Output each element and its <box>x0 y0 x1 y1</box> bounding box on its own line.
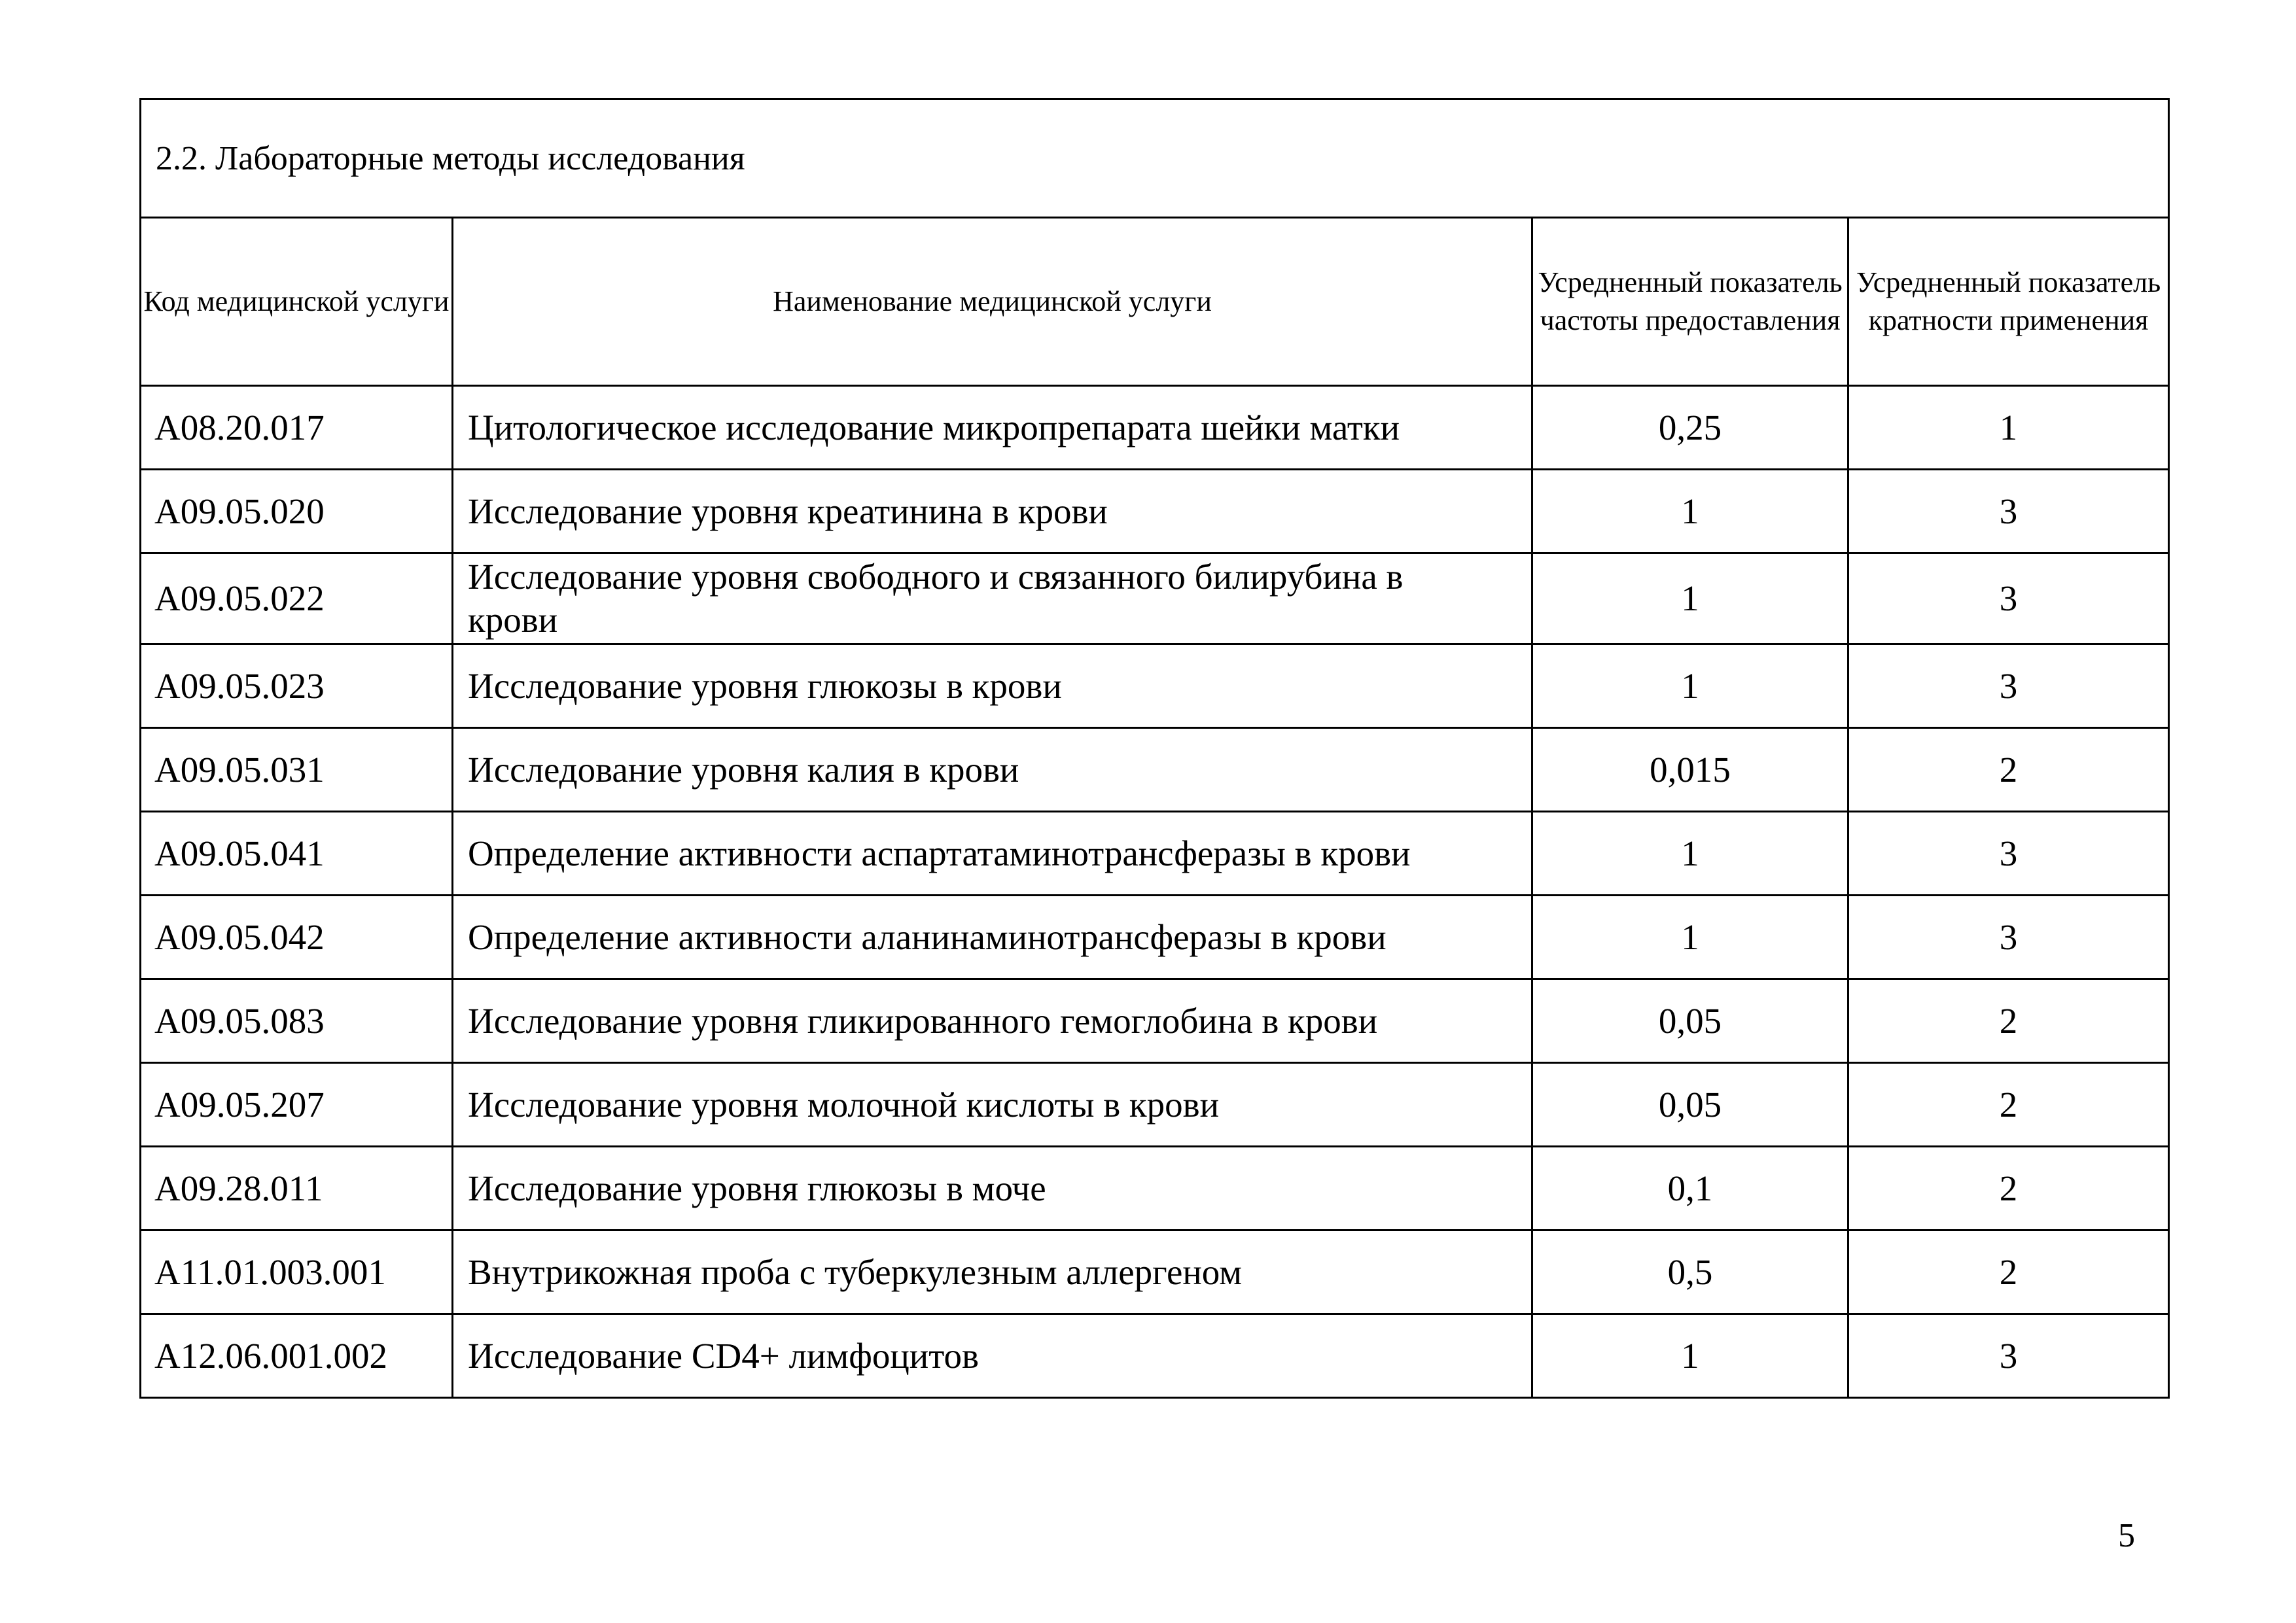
service-code: A09.05.041 <box>141 812 453 896</box>
frequency-value: 1 <box>1532 553 1848 644</box>
service-name: Исследование уровня глюкозы в крови <box>453 644 1532 728</box>
service-code: A11.01.003.001 <box>141 1230 453 1314</box>
service-code: A09.05.020 <box>141 470 453 553</box>
header-multiplicity: Усредненный показатель кратности применения <box>1848 218 2169 386</box>
multiplicity-value: 2 <box>1848 1230 2169 1314</box>
table-row <box>141 1314 2169 1398</box>
frequency-value: 0,25 <box>1532 386 1848 470</box>
service-code: A09.05.207 <box>141 1063 453 1147</box>
table-row <box>141 1147 2169 1230</box>
table-row <box>141 728 2169 812</box>
frequency-value: 1 <box>1532 896 1848 979</box>
frequency-value: 1 <box>1532 812 1848 896</box>
multiplicity-value: 3 <box>1848 1314 2169 1398</box>
service-name: Исследование уровня свободного и связанного билирубина в крови <box>453 553 1532 644</box>
service-code: A08.20.017 <box>141 386 453 470</box>
frequency-value: 0,5 <box>1532 1230 1848 1314</box>
service-code: A09.05.083 <box>141 979 453 1063</box>
service-code: A09.05.023 <box>141 644 453 728</box>
multiplicity-value: 1 <box>1848 386 2169 470</box>
service-name: Исследование CD4+ лимфоцитов <box>453 1314 1532 1398</box>
multiplicity-value: 2 <box>1848 1063 2169 1147</box>
header-code: Код медицинской услуги <box>141 218 453 386</box>
service-code: A09.28.011 <box>141 1147 453 1230</box>
service-name: Исследование уровня калия в крови <box>453 728 1532 812</box>
frequency-value: 1 <box>1532 1314 1848 1398</box>
service-name: Исследование уровня креатинина в крови <box>453 470 1532 553</box>
service-name: Внутрикожная проба с туберкулезным аллергеном <box>453 1230 1532 1314</box>
service-name: Исследование уровня гликированного гемоглобина в крови <box>453 979 1532 1063</box>
table-row <box>141 553 2169 644</box>
service-name: Определение активности аспартатаминотрансферазы в крови <box>453 812 1532 896</box>
service-name: Исследование уровня глюкозы в моче <box>453 1147 1532 1230</box>
section-title: 2.2. Лабораторные методы исследования <box>141 99 2169 218</box>
lab-methods-table <box>139 98 2170 1399</box>
frequency-value: 1 <box>1532 644 1848 728</box>
service-code: A09.05.022 <box>141 553 453 644</box>
multiplicity-value: 2 <box>1848 1147 2169 1230</box>
header-name: Наименование медицинской услуги <box>453 218 1532 386</box>
frequency-value: 0,1 <box>1532 1147 1848 1230</box>
table-header-row <box>141 218 2169 386</box>
table-row <box>141 896 2169 979</box>
section-title-row <box>141 99 2169 218</box>
frequency-value: 0,05 <box>1532 979 1848 1063</box>
service-code: A12.06.001.002 <box>141 1314 453 1398</box>
frequency-value: 1 <box>1532 470 1848 553</box>
table-row <box>141 470 2169 553</box>
table-row <box>141 979 2169 1063</box>
frequency-value: 0,05 <box>1532 1063 1848 1147</box>
multiplicity-value: 2 <box>1848 728 2169 812</box>
table-row <box>141 644 2169 728</box>
multiplicity-value: 3 <box>1848 644 2169 728</box>
table-row <box>141 1230 2169 1314</box>
multiplicity-value: 3 <box>1848 470 2169 553</box>
page-number: 5 <box>2118 1517 2135 1554</box>
service-name: Цитологическое исследование микропрепарата шейки матки <box>453 386 1532 470</box>
service-code: A09.05.031 <box>141 728 453 812</box>
table-row <box>141 386 2169 470</box>
header-frequency: Усредненный показатель частоты предоставления <box>1532 218 1848 386</box>
service-name: Исследование уровня молочной кислоты в крови <box>453 1063 1532 1147</box>
service-code: A09.05.042 <box>141 896 453 979</box>
multiplicity-value: 3 <box>1848 812 2169 896</box>
multiplicity-value: 3 <box>1848 553 2169 644</box>
multiplicity-value: 2 <box>1848 979 2169 1063</box>
table-row <box>141 1063 2169 1147</box>
multiplicity-value: 3 <box>1848 896 2169 979</box>
frequency-value: 0,015 <box>1532 728 1848 812</box>
table-row <box>141 812 2169 896</box>
service-name: Определение активности аланинаминотрансферазы в крови <box>453 896 1532 979</box>
